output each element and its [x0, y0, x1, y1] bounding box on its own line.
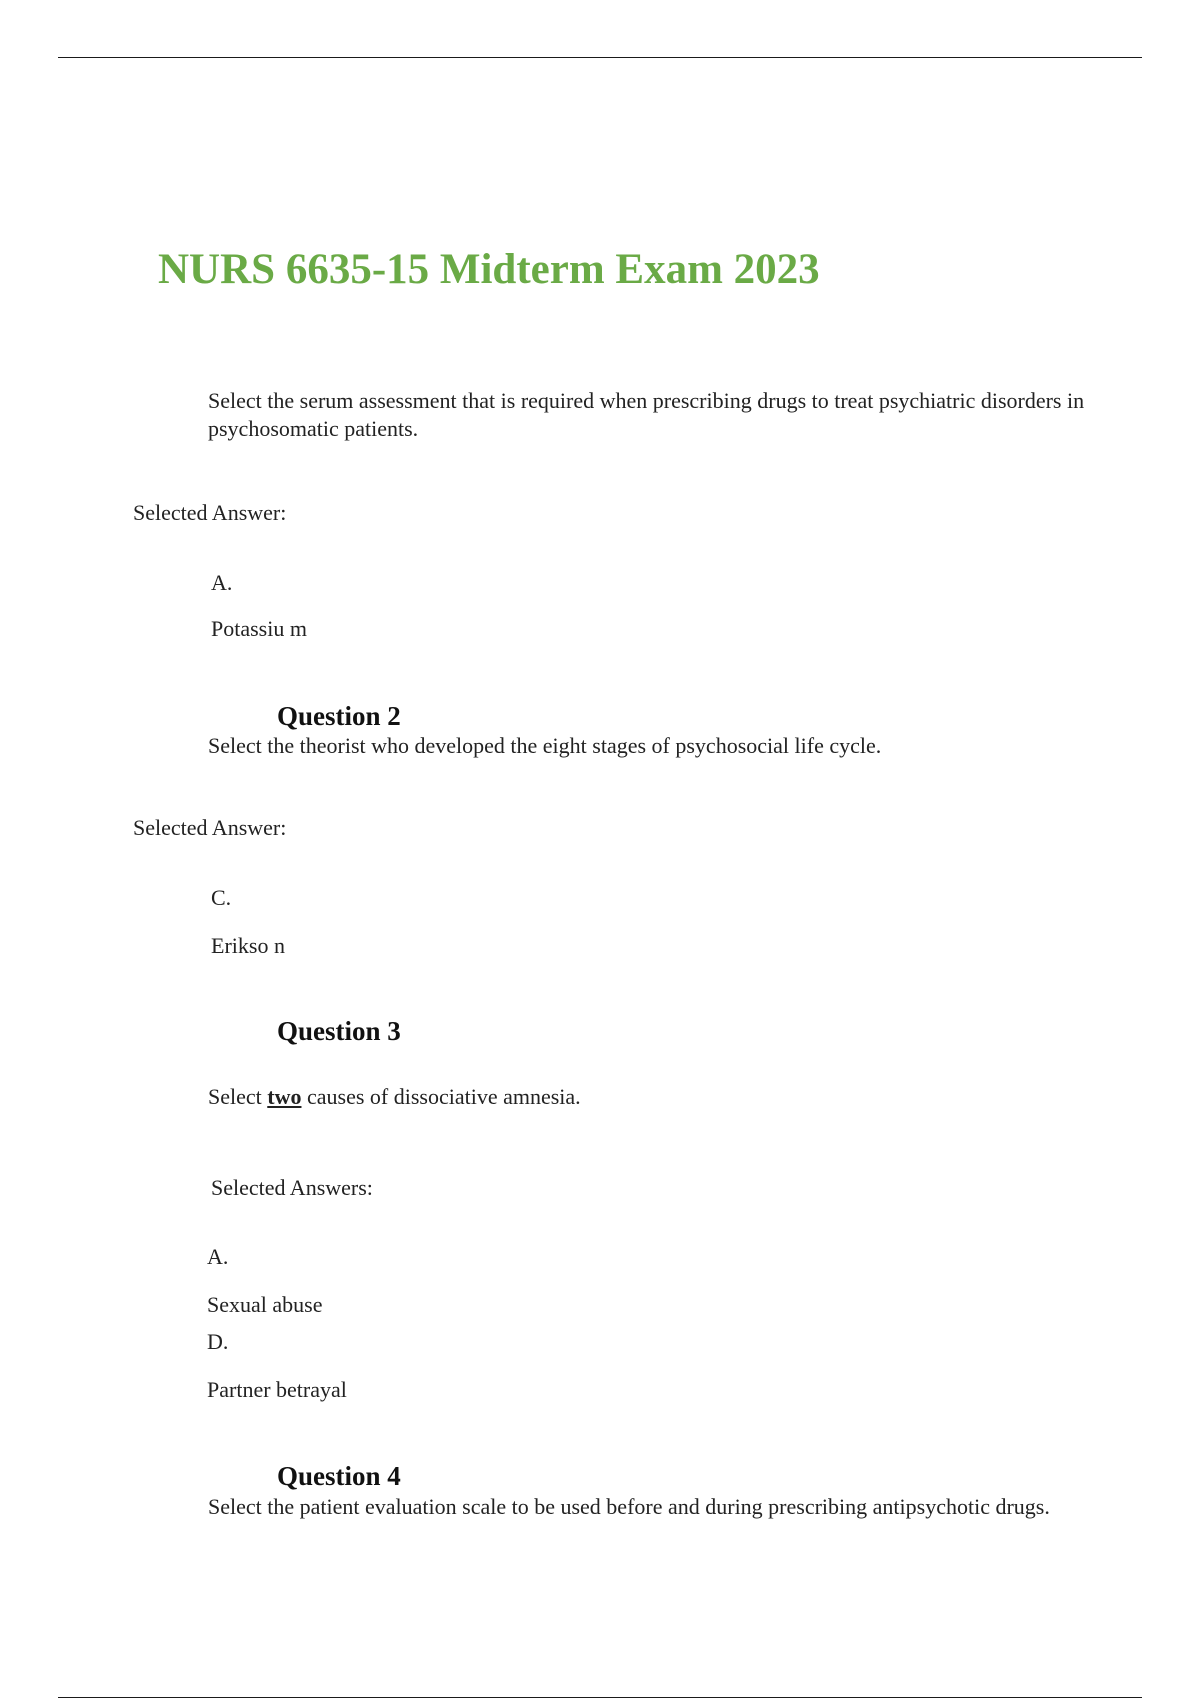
question-3-selected-answers-label: Selected Answers:	[211, 1175, 373, 1200]
top-rule	[58, 57, 1142, 58]
question-1-answer-letter: A.	[211, 570, 233, 595]
document-title: NURS 6635-15 Midterm Exam 2023	[158, 246, 820, 293]
question-3-answer-2-letter: D.	[207, 1329, 229, 1354]
question-1-selected-answer-label: Selected Answer:	[133, 500, 287, 525]
question-3-prompt-before: Select	[208, 1084, 268, 1109]
question-3-heading: Question 3	[277, 1016, 401, 1046]
question-2-answer-letter: C.	[211, 885, 232, 910]
question-3-prompt-after: causes of dissociative amnesia.	[301, 1084, 581, 1109]
question-2-answer-text: Erikso n	[211, 933, 285, 958]
question-3-prompt	[208, 1083, 581, 1111]
question-3-prompt-emphasis: two	[267, 1084, 302, 1109]
question-2-selected-answer-label: Selected Answer:	[133, 815, 287, 840]
question-2-prompt: Select the theorist who developed the eight stages of psychosocial life cycle.	[208, 733, 882, 758]
question-1-answer-text: Potassiu m	[211, 616, 307, 641]
bottom-rule	[58, 1697, 1142, 1698]
question-2-heading: Question 2	[277, 701, 401, 731]
question-4-prompt: Select the patient evaluation scale to be used before and during prescribing antipsychotic drugs.	[208, 1494, 1050, 1519]
question-3-answer-1-text: Sexual abuse	[207, 1292, 323, 1317]
question-3-answer-1-letter: A.	[207, 1244, 229, 1269]
question-3-answer-2-text: Partner betrayal	[207, 1377, 347, 1402]
question-1-prompt: Select the serum assessment that is required when prescribing drugs to treat psychiatric disorders in psychosomatic patients.	[208, 388, 1085, 441]
question-4-heading: Question 4	[277, 1461, 401, 1491]
